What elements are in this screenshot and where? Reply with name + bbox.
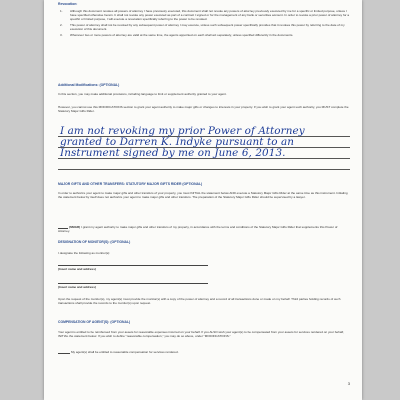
compensation-initial-blank[interactable] bbox=[58, 353, 70, 354]
handwritten-line-1: I am not revoking my prior Power of Attorney bbox=[60, 125, 305, 137]
name-address-label-2: (Insert name and address) bbox=[58, 285, 96, 289]
modifications-heading: Additional Modifications: (OPTIONAL) bbox=[58, 83, 120, 87]
handwritten-line-3: Instrument signed by me on June 6, 2013. bbox=[60, 147, 286, 159]
modifications-paragraph-1: In this section, you may make additional provisions, including language to limit or supplement authority granted to your agent. bbox=[58, 92, 227, 96]
revocation-list bbox=[58, 9, 350, 39]
revocation-item-text: This power of attorney shall not be revoked by any subsequent power of attorney I may execute, unless such subsequent power specifically provides that it revokes this power by referring to the date of my execution of this document. bbox=[70, 23, 345, 32]
document-page bbox=[44, 0, 362, 400]
gifts-paragraph: In order to authorize your agent to make major gifts and other transfers of your property, you must INITIAL the statement below AND execute a Statutory Major Gifts Rider at the same time as this instrument. Initialing the statement below by itself does not authorize your agent to make major gifts and other transfers. The preparation of the Statutory Major Gifts Rider should be supervised by a lawyer. bbox=[58, 191, 348, 200]
revocation-item-text: Although this document revokes all powers of attorney I have previously executed, this document shall not revoke any powers of attorney previously executed by me for a specific or limited purpose, unless I have specified otherwise herein. It shall not revoke any power executed as part of a contract I signed or for the management of any bank or securities account. In order to revoke a prior power of attorney for a specific or limited purpose, I will execute a revocation specifically referring to the power to be revoked. bbox=[70, 9, 350, 22]
page-number: 3 bbox=[347, 381, 350, 386]
name-address-label-1: (Insert name and address) bbox=[58, 267, 96, 271]
monitor-name-line-2[interactable] bbox=[58, 283, 208, 284]
smgr-text: I grant my agent authority to make major gifts and other transfers of my property, in accordance with the terms and conditions of the Statutory Major Gifts Rider that supplements this Power of Attorney. bbox=[58, 225, 338, 234]
monitor-name-line-1[interactable] bbox=[58, 265, 208, 266]
gifts-heading: MAJOR GIFTS AND OTHER TRANSFERS: STATUTORY MAJOR GIFTS RIDER (OPTIONAL) bbox=[58, 182, 203, 186]
modifications-handwriting-area bbox=[58, 125, 350, 169]
revocation-heading: Revocation: bbox=[58, 2, 78, 6]
handwritten-line-2: granted to Darren K. Indyke pursuant to an bbox=[60, 136, 295, 148]
compensation-paragraph: Your agent is entitled to be reimbursed from your assets for reasonable expenses incurred on your behalf. If you ALSO wish your agent(s) to be compensated from your assets for services rendered on your behalf, INITIAL the statement below. If you wish to define "reasonable compensation," you may do so above, under "MODIFICATIONS." bbox=[58, 330, 344, 339]
smgr-tag: (SMGR) bbox=[69, 225, 81, 229]
writing-line bbox=[58, 169, 350, 170]
monitor-paragraph: Upon the request of the monitor(s), my agent(s) must provide the monitor(s) with a copy of the power of attorney and a record of all transactions done or made on my behalf. Third parties holding records of such transactions shall provide the records to the monitor(s) upon request. bbox=[58, 297, 341, 306]
modifications-paragraph-2: However, you cannot use this MODIFICATIONS section to grant your agent authority to make major gifts or changes to interests in your property. If you wish to grant your agent such authority, you MUST complete the Statutory Major Gifts Rider. bbox=[58, 105, 349, 114]
list-item: 3. Whenever two or more powers of attorney are valid at the same time, the agents appointed on each shall act separately, unless specified differently in the documents. bbox=[60, 33, 294, 38]
smgr-statement bbox=[58, 225, 350, 233]
compensation-statement: My agent(s) shall be entitled to reasonable compensation for services rendered. bbox=[71, 350, 179, 354]
list-item: 1. Although this document revokes all powers of attorney I have previously executed, this document shall not revoke any powers of attorney previously executed by me for a specific or limited purpose, unless I have specified otherwise herein. It shall not revoke any power executed as part of a contract I signed or for the management of any bank or securities account. In order to revoke a prior power of attorney for a specific or limited purpose, I will execute a revocation specifically referring to the power to be revoked. bbox=[60, 9, 350, 22]
revocation-item-text: Whenever two or more powers of attorney are valid at the same time, the agents appointed on each shall act separately, unless specified differently in the documents. bbox=[70, 33, 294, 38]
monitor-heading: DESIGNATION OF MONITOR(S): (OPTIONAL) bbox=[58, 240, 131, 244]
monitor-intro: I designate the following as monitor(s): bbox=[58, 251, 111, 255]
list-item: 2. This power of attorney shall not be revoked by any subsequent power of attorney I may execute, unless such subsequent power specifically provides that it revokes this power by referring to the date of my execution of this document. bbox=[60, 23, 345, 32]
compensation-heading: COMPENSATION OF AGENT(S): (OPTIONAL) bbox=[58, 320, 131, 324]
